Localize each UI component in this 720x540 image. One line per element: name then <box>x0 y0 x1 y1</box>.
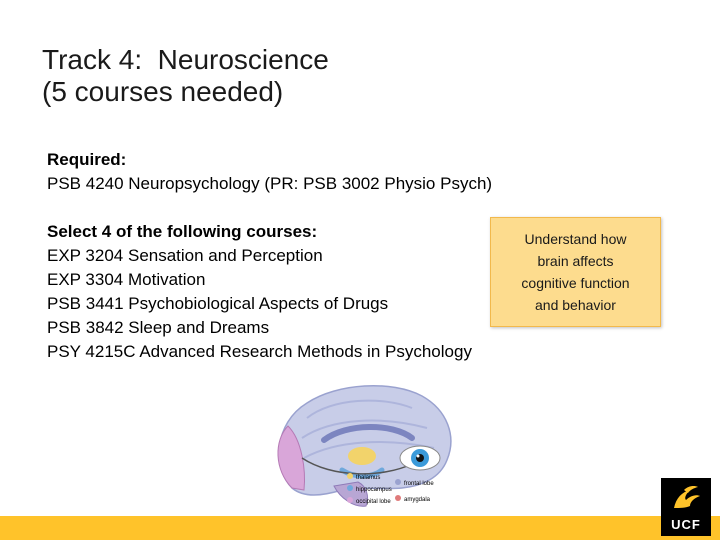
pegasus-logo-icon <box>670 484 702 512</box>
required-course: PSB 4240 Neuropsychology (PR: PSB 3002 Physio Psych) <box>47 174 493 193</box>
title-line-2: (5 courses needed) <box>42 76 284 107</box>
legend-label: amygdala <box>404 497 431 503</box>
callout-line: and behavior <box>535 297 616 313</box>
callout-box <box>490 217 661 327</box>
electives-heading: Select 4 of the following courses: <box>47 222 318 241</box>
elective-course: EXP 3204 Sensation and Perception <box>47 246 323 265</box>
legend-label: hippocampus <box>356 487 392 493</box>
eye-icon <box>400 446 440 470</box>
callout-line: Understand how <box>524 231 627 247</box>
legend-label: frontal lobe <box>404 481 434 487</box>
legend-label: thalamus <box>356 475 381 481</box>
callout-line: brain affects <box>537 253 614 269</box>
course-list <box>47 148 492 364</box>
ucf-logo <box>661 478 711 536</box>
elective-course: EXP 3304 Motivation <box>47 270 206 289</box>
slide-title <box>42 44 329 108</box>
legend-label: occipital lobe <box>356 499 391 505</box>
footer-accent-bar <box>0 516 720 540</box>
brain-illustration <box>262 378 462 516</box>
elective-course: PSB 3441 Psychobiological Aspects of Drugs <box>47 294 389 313</box>
elective-course: PSB 3842 Sleep and Dreams <box>47 318 270 337</box>
callout-line: cognitive function <box>521 275 630 291</box>
required-heading: Required: <box>47 150 127 169</box>
logo-text: UCF <box>671 517 701 532</box>
elective-course: PSY 4215C Advanced Research Methods in Psychology <box>47 342 472 361</box>
title-line-1: Track 4: Neuroscience <box>42 44 329 75</box>
